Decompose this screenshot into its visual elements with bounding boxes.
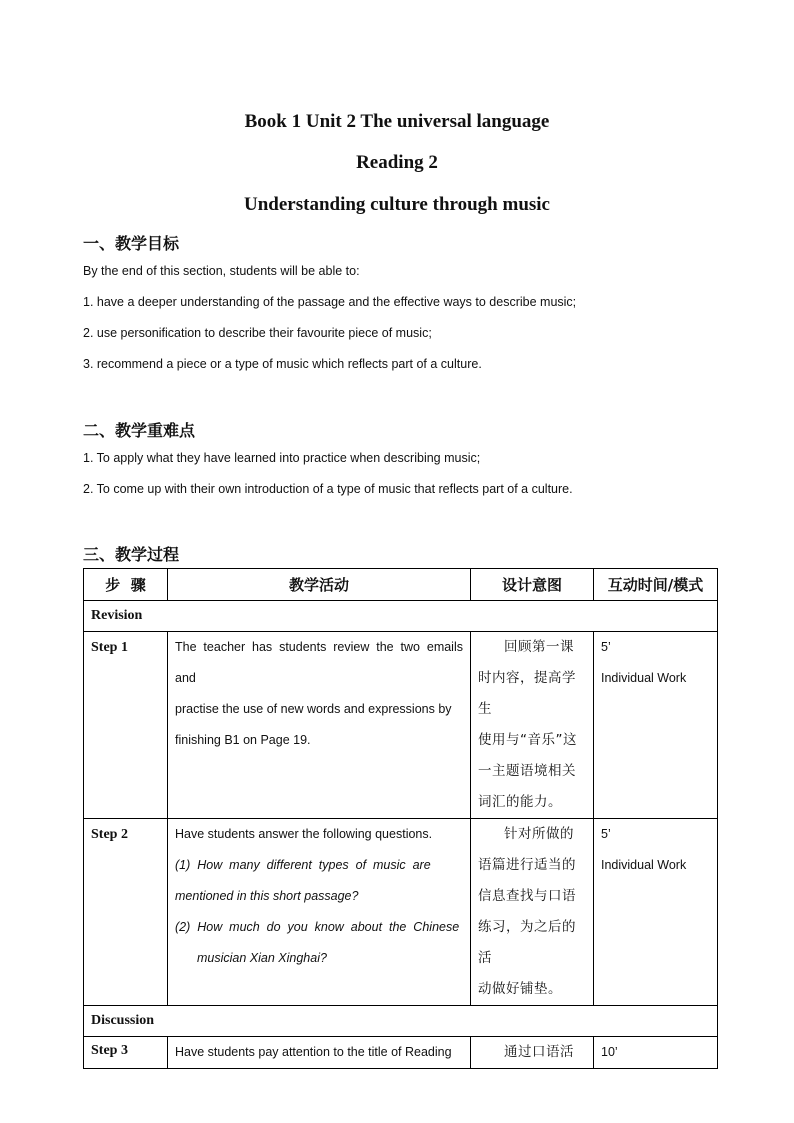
time-mode-cell <box>594 819 718 1006</box>
intent-cell <box>471 632 594 819</box>
time-mode-cell <box>594 1037 718 1069</box>
teaching-process-table <box>83 568 718 1069</box>
section-label: Discussion <box>84 1006 718 1037</box>
table-row <box>84 632 718 819</box>
objective-item: 2. use personification to describe their favourite piece of music; <box>83 326 432 340</box>
column-header-activity: 教学活动 <box>168 569 471 601</box>
objectives-intro: By the end of this section, students will be able to: <box>83 264 360 278</box>
activity-line: Have students pay attention to the title of Reading <box>175 1045 452 1059</box>
section-row-discussion <box>84 1006 718 1037</box>
keypoint-item: 1. To apply what they have learned into practice when describing music; <box>83 451 481 465</box>
step-label: Step 2 <box>84 819 168 1006</box>
intent-line: 通过口语活 <box>504 1044 574 1060</box>
table-row <box>84 1037 718 1069</box>
intent-line: 词汇的能力。 <box>478 794 562 810</box>
intent-line: 练习，为之后的活 <box>478 919 576 966</box>
activity-cell <box>168 1037 471 1069</box>
activity-line: finishing B1 on Page 19. <box>175 733 311 747</box>
question-2-line: (2) How much do you know about the Chinese <box>175 920 460 934</box>
column-header-intent: 设计意图 <box>471 569 594 601</box>
table-header-row <box>84 569 718 601</box>
activity-line: practise the use of new words and expressions by <box>175 702 452 716</box>
step-label: Step 3 <box>84 1037 168 1069</box>
keypoints-heading: 二、教学重难点 <box>83 421 196 440</box>
question-1-line: (1) How many different types of music are <box>175 858 431 872</box>
intent-line: 一主题语境相关 <box>478 763 576 779</box>
question-2-cont: musician Xian Xinghai? <box>197 951 327 965</box>
column-header-step: 步 骤 <box>84 569 168 601</box>
doc-subtitle: Reading 2 <box>356 152 438 173</box>
time-mode-cell <box>594 632 718 819</box>
time-value: 5’ <box>601 827 611 841</box>
activity-cell <box>168 819 471 1006</box>
table-row <box>84 819 718 1006</box>
objectives-heading: 一、教学目标 <box>83 234 180 253</box>
process-heading: 三、教学过程 <box>83 545 180 564</box>
intent-line: 针对所做的 <box>504 826 574 842</box>
doc-title: Book 1 Unit 2 The universal language <box>244 111 550 132</box>
section-label: Revision <box>84 601 718 632</box>
intent-line: 回顾第一课 <box>504 639 574 655</box>
intent-line: 时内容，提高学生 <box>478 670 576 717</box>
time-value: 10’ <box>601 1045 618 1059</box>
intent-line: 信息查找与口语 <box>478 888 576 904</box>
activity-cell <box>168 632 471 819</box>
objective-item: 1. have a deeper understanding of the passage and the effective ways to describe music; <box>83 295 577 309</box>
mode-value: Individual Work <box>601 671 687 685</box>
intent-line: 语篇进行适当的 <box>478 857 576 873</box>
doc-lesson-title: Understanding culture through music <box>244 194 550 215</box>
step-label: Step 1 <box>84 632 168 819</box>
intent-line: 动做好铺垫。 <box>478 981 562 997</box>
keypoint-item: 2. To come up with their own introduction of a type of music that reflects part of a culture. <box>83 482 573 496</box>
activity-line: Have students answer the following questions. <box>175 827 433 841</box>
time-value: 5’ <box>601 640 611 654</box>
intent-cell <box>471 819 594 1006</box>
mode-value: Individual Work <box>601 858 687 872</box>
column-header-time-mode: 互动时间/模式 <box>594 569 718 601</box>
intent-cell <box>471 1037 594 1069</box>
objective-item: 3. recommend a piece or a type of music which reflects part of a culture. <box>83 357 482 371</box>
question-1-cont: mentioned in this short passage? <box>175 889 359 903</box>
activity-line: The teacher has students review the two emails and <box>175 640 463 685</box>
section-row-revision <box>84 601 718 632</box>
intent-line: 使用与“音乐”这 <box>478 732 577 748</box>
